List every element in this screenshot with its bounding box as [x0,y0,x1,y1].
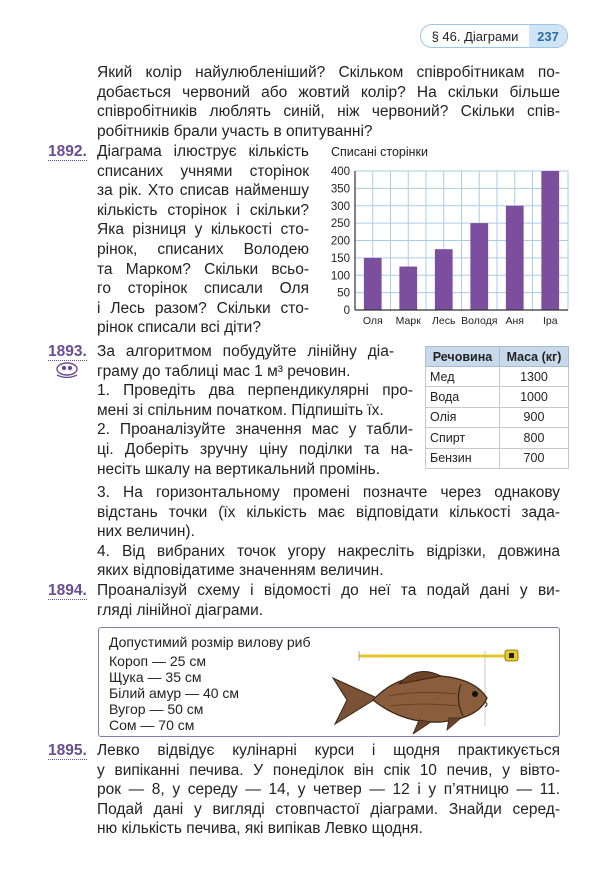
task-number-1892: 1892. [48,143,87,160]
mass-table [425,346,569,469]
table-header: Маса (кг) [499,347,568,367]
mass-cell: 1000 [499,387,568,407]
t1893-line: мені зі спільним початком. Підпишіть їх. [97,401,384,419]
x-tick-label: Лесь [432,315,456,327]
t1893-wide-line: відстань точки (їх кількість має відповідати кількості зада- [97,503,560,521]
table-row [426,428,569,448]
fish-item: Вугор — 50 см [109,701,204,717]
t1893-line: граму до таблиці мас 1 м³ речовин. [97,362,351,380]
t1895-line: рок — 8, у середу — 14, у четвер — 12 і у п’ятницю — 11. [97,781,560,799]
substance-cell: Мед [426,367,500,387]
t1893-line: ці. Доберіть зручну ціну поділки та на- [97,441,413,458]
mass-cell: 800 [499,428,568,448]
t1892-line: кількість сторінок і скільки? [97,201,309,219]
group-work-icon [54,360,80,378]
mass-cell: 1300 [499,367,568,387]
table-row [426,367,569,387]
t1895-line: Подай дані у вигляді стовпчастої діаграми. Знайди серед- [97,800,560,818]
fish-box-title: Допустимий розмір вилову риб [109,634,311,650]
substance-cell: Олія [426,407,500,427]
t1893-wide-line: 4. Від вибраних точок угору накресліть відрізки, довжина [97,542,560,560]
t1892-line: та Марком? Скільки всьо- [97,260,309,278]
section-title: § 46. Діаграми [431,28,519,44]
x-tick-label: Оля [362,315,383,327]
x-tick-label: Марк [395,315,421,327]
substance-cell: Спирт [426,428,500,448]
y-tick-label: 300 [330,200,350,213]
task-number-1893: 1893. [48,343,87,360]
bar [506,206,524,310]
t1893-wide-line: них величин). [97,523,195,541]
substance-cell: Вода [426,387,500,407]
y-tick-label: 0 [343,305,350,317]
y-tick-label: 350 [330,183,350,196]
t1893-line: За алгоритмом побудуйте лінійну діа- [97,343,394,360]
chart-title: Списані сторінки [331,145,429,159]
mass-cell: 700 [499,448,568,468]
task-number-1894: 1894. [48,582,87,599]
x-tick-label: Аня [505,315,524,327]
table-row [426,387,569,407]
t1895-line: ню кількість печива, які випікав Левко щодня. [97,820,423,838]
table-row [426,448,569,468]
intro-line: співробітників люблять синій, ніж червоний? Скільки спів- [97,103,560,120]
fish-item: Білий амур — 40 см [109,685,240,701]
intro-line: Який колір найулюбленіший? Скільком співробітникам по- [97,64,560,81]
t1895-line: у випіканні печива. У понеділок він спік 10 печив, у вівто- [97,761,560,779]
fish-item: Сом — 70 см [109,717,195,733]
mass-cell: 900 [499,407,568,427]
t1893-wide-line: 3. На горизонтальному промені позначте через однакову [97,484,560,501]
bar [435,249,453,310]
t1892-line: за рік. Хто списав найменшу [97,182,309,200]
fish-item: Щука — 35 см [109,669,202,685]
intro-line: робітників брали участь в опитуванні? [97,122,373,140]
task-1894-line: Проаналізуй схему і відомості до неї та подай дані у ви- [97,582,560,599]
t1893-line: несіть шкалу на вертикальний промінь. [97,460,381,478]
y-tick-label: 150 [330,252,350,265]
bar [541,171,559,310]
x-tick-label: Володя [461,315,498,327]
y-tick-label: 400 [330,166,350,178]
t1892-line: і Лесь разом? Скільки сто- [97,299,309,317]
table-row [426,407,569,427]
bar [470,223,488,310]
t1893-wide-line: яких відповідатиме значенням величин. [97,562,384,580]
t1892-line: Яка різниця у кількості сто- [97,221,309,239]
intro-line: добається червоний або жовтий колір? На скільки більше [97,83,560,101]
task-1894-line: гляді лінійної діаграми. [97,601,264,619]
t1895-line: Левко відвідує кулінарні курси і щодня практикується [97,742,560,759]
t1892-line: рінок списали всі діти? [97,319,261,337]
t1892-line: го сторінок списали Оля [97,280,309,298]
x-tick-label: Іра [542,315,558,327]
y-tick-label: 250 [330,218,350,231]
t1893-line: 1. Проведіть два перпендикулярні про- [97,382,413,400]
bar [364,258,382,310]
y-tick-label: 50 [337,287,350,300]
fish-size-box [98,627,560,737]
t1893-line: 2. Проаналізуйте значення мас у табли- [97,421,413,439]
bar-chart [325,160,575,330]
y-tick-label: 200 [330,235,350,248]
t1892-line: рінок, списаних Володею [97,241,309,258]
fish-item: Короп — 25 см [109,653,206,669]
y-tick-label: 100 [330,270,350,283]
table-header: Речовина [426,347,500,367]
table-header-row [426,347,569,367]
t1892-line: Діаграма ілюструє кількість [97,143,309,160]
page-number: 237 [529,25,567,47]
substance-cell: Бензин [426,448,500,468]
fish-with-tape-measure-illustration [329,646,525,734]
bar [399,267,417,310]
t1892-line: списаних учнями сторінок [97,162,309,180]
task-number-1895: 1895. [48,742,87,759]
page-header [420,24,568,48]
